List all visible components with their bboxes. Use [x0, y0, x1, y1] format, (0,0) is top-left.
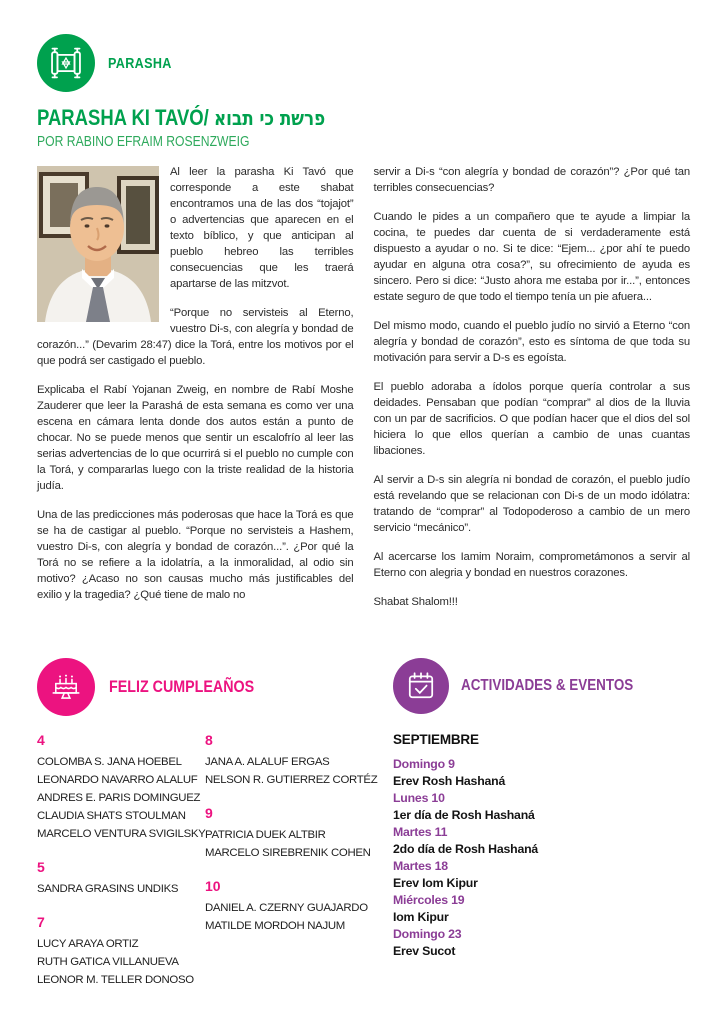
article-paragraph: Al acercarse los Iamim Noraim, comprometámonos a servir al Eterno con alegria y bondad en nuestros corazones.: [373, 551, 690, 579]
bottom-sections: [37, 658, 690, 1004]
events-list: [393, 756, 690, 960]
event-item: [393, 892, 690, 926]
event-item: [393, 824, 690, 858]
calendar-check-icon: [393, 658, 449, 714]
birthday-name: MATILDE MORDOH NAJUM: [205, 920, 345, 932]
article-paragraph: Explicaba el Rabí Yojanan Zweig, en nombre de Rabí Moshe Zauderer que leer la Parashá de esta semana es como ver una escena en cámara lenta donde dos autos están a punto de chocar. No se puede menos que sentir un escalofrío al leer las serias advertencias de lo que ocurrirá si el pueblo no cumple con la Torá, y compararlas luego con la triste realidad de la historia judía.: [37, 384, 354, 492]
birthday-group: [205, 731, 378, 789]
event-name: Erev Rosh Hashaná: [393, 774, 506, 788]
birthday-name: DANIEL A. CZERNY GUAJARDO: [205, 902, 368, 914]
article-paragraph: Shabat Shalom!!!: [373, 596, 458, 608]
birthdays-section: [37, 658, 393, 1004]
byline-text: POR RABINO EFRAIM ROSENZWEIG: [37, 134, 250, 150]
article-paragraph: El pueblo adoraba a ídolos porque quería controlar a sus deidades. Pensaban que podían “comprar” al dios de la lluvia con un par de sacrificios. O que podían hacer que el dios del sol hiciera lo que ellos querían a cambio de unas cuantas libaciones.: [373, 381, 690, 457]
birthday-day: 9: [205, 805, 213, 821]
article-paragraph: Al servir a D-s sin alegría ni bondad de corazón, el pueblo judío está revelando que se relacionan con Di-s de un modo idólatra: tratando de “comprar” al Todopoderoso a cambio de un mero servicio “mecánico”.: [373, 474, 690, 534]
event-day: Lunes 10: [393, 791, 445, 805]
events-title: ACTIVIDADES & EVENTOS: [461, 677, 634, 694]
birthdays-title: FELIZ CUMPLEAÑOS: [109, 677, 255, 696]
torah-scroll-icon: [37, 34, 95, 92]
article-body: [37, 164, 690, 623]
birthday-name: LEONOR M. TELLER DONOSO: [37, 974, 194, 986]
event-name: Erev Iom Kipur: [393, 876, 478, 890]
article-paragraph: “Porque no servisteis al Eterno, vuestro Di-s, con alegría y bondad de corazón...” (Devarim 28:47) dice la Torá, entre los motivos por el que podrá ser castigado el pueblo.: [37, 307, 354, 367]
birthdays-column-1: [37, 731, 205, 1004]
event-item: [393, 858, 690, 892]
parasha-section-header: [37, 34, 690, 92]
birthday-name: RUTH GATICA VILLANUEVA: [37, 956, 179, 968]
article-column-left: [37, 164, 354, 623]
birthday-name: JANA A. ALALUF ERGAS: [205, 756, 330, 768]
section-label: PARASHA: [108, 54, 172, 72]
birthday-day: 10: [205, 878, 221, 894]
event-item: [393, 926, 690, 960]
birthday-day: 8: [205, 732, 213, 748]
event-name: Erev Sucot: [393, 944, 456, 958]
event-day: Martes 11: [393, 825, 448, 839]
birthday-group: [37, 913, 205, 989]
birthday-group: [37, 731, 205, 843]
birthday-name: LUCY ARAYA ORTIZ: [37, 938, 139, 950]
birthday-name: LEONARDO NAVARRO ALALUF: [37, 774, 198, 786]
birthday-day: 5: [37, 859, 45, 875]
birthday-name: MARCELO SIREBRENIK COHEN: [205, 847, 371, 859]
article-paragraph: servir a Di-s “con alegría y bondad de corazón”? ¿Por qué tan terribles consecuencias?: [373, 166, 690, 194]
event-day: Domingo 23: [393, 927, 462, 941]
birthday-group: [37, 858, 205, 898]
birthday-cake-icon: [37, 658, 95, 716]
birthday-name: PATRICIA DUEK ALTBIR: [205, 829, 326, 841]
birthday-name: CLAUDIA SHATS STOULMAN: [37, 810, 186, 822]
event-name: Iom Kipur: [393, 910, 449, 924]
birthday-name: NELSON R. GUTIERREZ CORTÉZ: [205, 774, 378, 786]
birthday-day: 7: [37, 914, 45, 930]
birthday-name: COLOMBA S. JANA HOEBEL: [37, 756, 182, 768]
article-paragraph: Al leer la parasha Ki Tavó que corresponde a este shabat encontramos una de las dos “tojajot” o advertencias que aparecen en el texto bíblico, y que anticipan al pueblo hebreo las terribles consecuencias que les traerá apartarse de las mitzvot.: [170, 166, 354, 290]
article-paragraph: Una de las predicciones más poderosas que hace la Torá es que se ha de castigar al pueblo. “Porque no servisteis a Hashem, vuestro Di-s, con alegría y bondad de corazón...”. ¿Por qué la Torá no se refiere a la idolatría, a la inmoralidad, al odio sin motivo? ¿Acaso no son causas mucho más justificables del exilio y la tragedia? ¿Qué tiene de malo no: [37, 509, 354, 601]
birthday-group: [205, 877, 373, 935]
article-paragraph: Cuando le pides a un compañero que te ayude a limpiar la cocina, te puedes dar cuenta de si verdaderamente está dispuesto a ayudar o no. Si te dice: “Ejem... ¿por ahí te puedo ayudar en alguna otra cosa?”, su ofrecimiento de ayuda es sincero. Pero si dice: “Justo ahora me estaba por ir...”, entonces estate seguro de que todo el tiempo tenía un pie afuera...: [373, 211, 690, 303]
events-month: SEPTIEMBRE: [393, 732, 479, 747]
birthday-day: 4: [37, 732, 45, 748]
article-byline: [37, 133, 690, 151]
article-title-hebrew: פרשת כי תבוא: [213, 106, 326, 130]
rabbi-photo: [37, 166, 159, 322]
article-title-latin: PARASHA KI TAVÓ/: [37, 105, 209, 130]
event-name: 1er día de Rosh Hashaná: [393, 808, 535, 822]
event-item: [393, 756, 690, 790]
event-name: 2do día de Rosh Hashaná: [393, 842, 539, 856]
birthdays-lists: [37, 731, 393, 1004]
events-section: [393, 658, 690, 1004]
article-column-right: [374, 164, 691, 623]
event-day: Martes 18: [393, 859, 448, 873]
event-day: Domingo 9: [393, 757, 455, 771]
event-day: Miércoles 19: [393, 893, 465, 907]
events-header: [393, 658, 690, 714]
birthdays-header: [37, 658, 393, 716]
event-item: [393, 790, 690, 824]
birthday-name: ANDRES E. PARIS DOMINGUEZ: [37, 792, 201, 804]
article-paragraph: Del mismo modo, cuando el pueblo judío no sirvió a Eterno “con alegría y bondad de corazón”, esto es síntoma de que toda su motivación para servir a D-s es egoísta.: [373, 320, 690, 364]
birthday-group: [205, 804, 373, 862]
article-title: [37, 105, 690, 131]
birthday-name: MARCELO VENTURA SVIGILSKY: [37, 828, 206, 840]
birthdays-column-2: [205, 731, 378, 1004]
birthday-name: SANDRA GRASINS UNDIKS: [37, 883, 179, 895]
